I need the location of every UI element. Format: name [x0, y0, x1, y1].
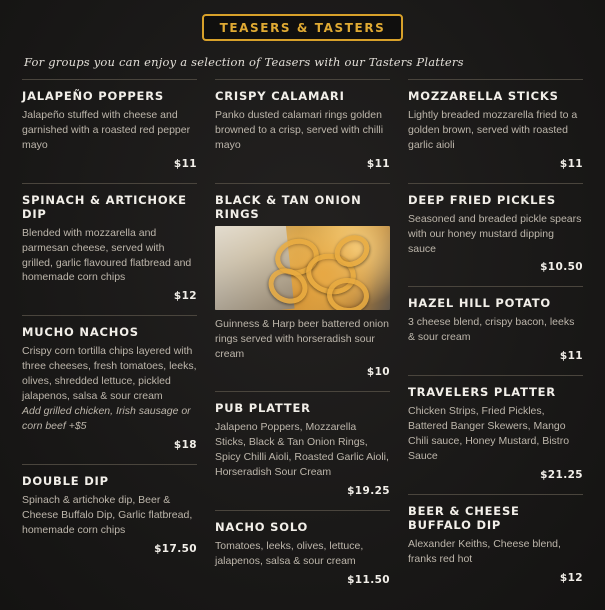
divider [408, 286, 583, 287]
item-name: HAZEL HILL POTATO [408, 296, 551, 311]
item-price: $21.25 [540, 468, 583, 481]
item-description: Alexander Keiths, Cheese blend, franks red hot [408, 537, 561, 565]
item-description: Guinness & Harp beer battered onion rings served with horseradish sour cream [215, 317, 389, 360]
menu-item [408, 385, 583, 481]
item-name: SPINACH & ARTICHOKE DIP [22, 192, 187, 221]
item-name: BEER & CHEESE BUFFALO DIP [408, 503, 520, 532]
divider [22, 464, 197, 465]
divider [215, 391, 390, 392]
menu-item [215, 193, 390, 379]
item-price: $11.50 [347, 573, 390, 586]
item-name: CRISPY CALAMARI [215, 89, 345, 103]
item-price: $12 [173, 290, 197, 303]
page-title: TEASERS & TASTERS [202, 14, 404, 41]
item-description: Tomatoes, leeks, olives, lettuce, jalapenos, salsa & sour cream [215, 540, 364, 567]
item-name: PUB PLATTER [215, 401, 311, 416]
item-price: $11 [559, 350, 583, 363]
divider [22, 183, 197, 184]
item-description: Jalapeno Poppers, Mozzarella Sticks, Black & Tan Onion Rings, Spicy Chilli Aioli, Roasted Garlic Aioli, Horseradish Sour Cream [215, 421, 389, 479]
item-name: NACHO SOLO [215, 520, 309, 535]
divider [215, 510, 390, 511]
divider [408, 494, 583, 495]
item-price: $11 [559, 157, 583, 170]
item-description: 3 cheese blend, crispy bacon, leeks & sour cream [408, 316, 575, 344]
item-name: DOUBLE DIP [22, 473, 109, 488]
item-description: Crispy corn tortilla chips layered with three cheeses, fresh tomatoes, leeks, olives, shredded lettuce, pickled jalapenos, salsa & sour cream [22, 345, 197, 403]
onion-rings-photo [215, 226, 390, 310]
item-name: BLACK & TAN ONION RINGS [215, 192, 362, 221]
item-name: MUCHO NACHOS [22, 325, 139, 340]
item-price: $17.50 [154, 542, 197, 555]
menu-column-3 [408, 79, 583, 589]
menu-item [408, 193, 583, 274]
item-description: Panko dusted calamari rings golden browned to a crisp, served with chilli mayo [215, 109, 384, 151]
menu-column-2 [215, 79, 390, 589]
item-price: $12 [559, 571, 583, 584]
menu-item [215, 520, 390, 586]
menu-item [22, 474, 197, 555]
menu-header [22, 14, 583, 41]
item-name: JALAPEÑO POPPERS [22, 89, 164, 103]
item-description: Spinach & artichoke dip, Beer & Cheese Buffalo Dip, Garlic flatbread, homemade corn chips [22, 493, 193, 536]
item-description: Chicken Strips, Fried Pickles, Battered Banger Skewers, Mango Chili sauce, Honey Mustard, Bistro Sauce [408, 405, 570, 462]
item-note-text: Add grilled chicken, Irish sausage or corn beef +$5 [22, 404, 191, 432]
menu-column-1 [22, 79, 197, 589]
item-price: $10.50 [540, 261, 583, 274]
item-name: DEEP FRIED PICKLES [408, 192, 557, 207]
menu-subtitle: For groups you can enjoy a selection of Teasers with our Tasters Platters [24, 55, 464, 69]
item-price: $11 [173, 157, 197, 170]
menu-item [215, 79, 390, 170]
item-price: $10 [366, 366, 390, 379]
divider [22, 315, 197, 316]
menu-item [408, 296, 583, 362]
item-note [22, 404, 197, 434]
item-description: Seasoned and breaded pickle spears with our honey mustard dipping sauce [408, 212, 582, 255]
menu-item [408, 504, 583, 584]
menu-item [215, 401, 390, 497]
divider [408, 375, 583, 376]
menu-item [22, 79, 197, 170]
item-name: MOZZARELLA STICKS [408, 89, 559, 103]
item-price: $18 [173, 438, 197, 451]
item-price: $11 [366, 157, 390, 170]
item-price: $19.25 [347, 485, 390, 498]
divider [215, 183, 390, 184]
menu-item [408, 79, 583, 170]
menu-item [22, 193, 197, 303]
divider [408, 183, 583, 184]
menu-columns [22, 79, 583, 589]
menu-item [22, 325, 197, 450]
item-description: Lightly breaded mozzarella fried to a golden brown, served with roasted garlic aioli [408, 109, 578, 151]
item-description: Jalapeño stuffed with cheese and garnished with a roasted red pepper mayo [22, 109, 191, 151]
item-description: Blended with mozzarella and parmesan cheese, served with grilled, garlic flavoured flatbread and homemade corn chips [22, 226, 192, 284]
item-name: TRAVELERS PLATTER [408, 385, 556, 400]
